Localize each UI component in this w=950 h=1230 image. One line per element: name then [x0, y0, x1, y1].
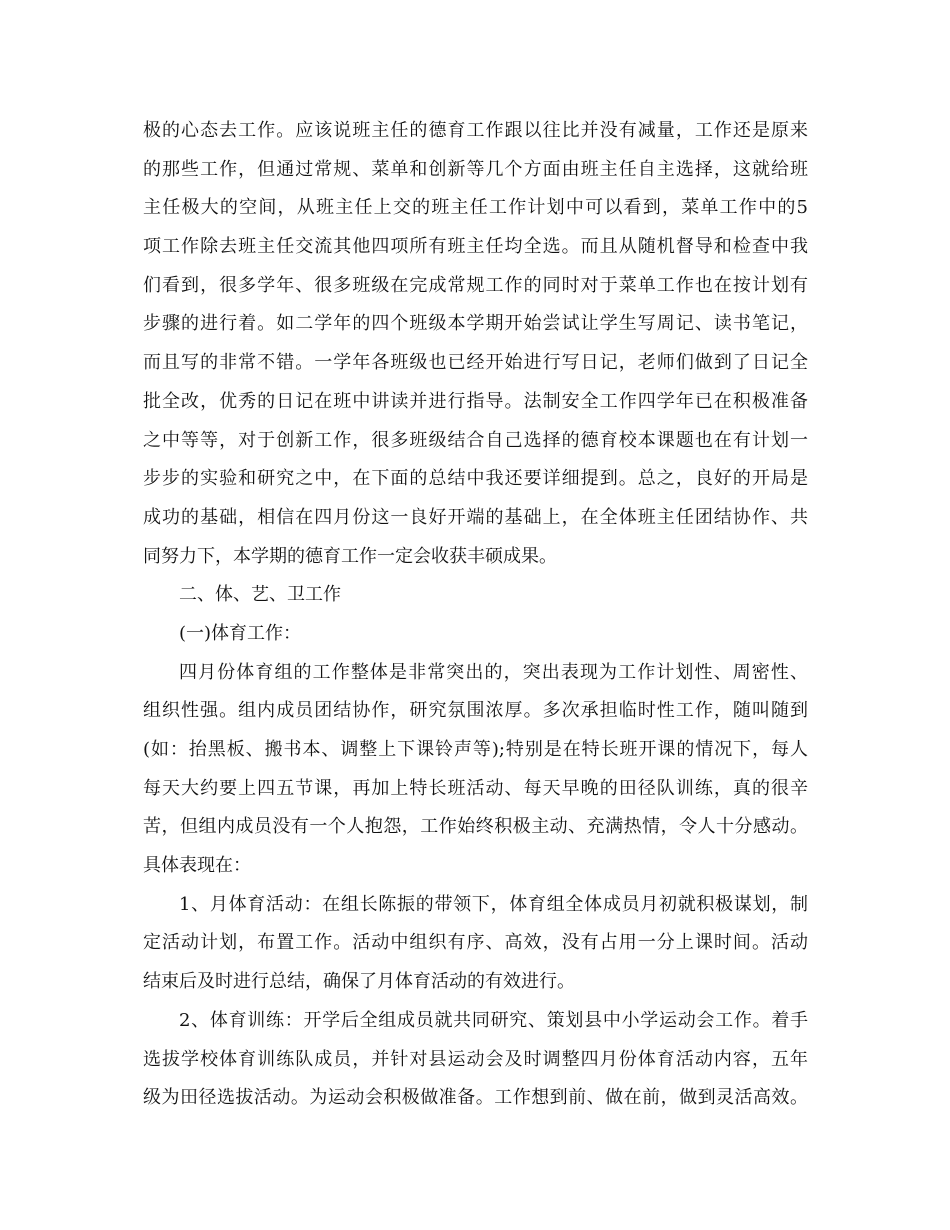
paragraph-line: 定活动计划，布置工作。活动中组织有序、高效，没有占用一分上课时间。活动	[143, 932, 808, 954]
paragraph-line: 主任极大的空间，从班主任上交的班主任工作计划中可以看到，菜单工作中的5	[143, 197, 808, 219]
subsection-heading: (一)体育工作：	[179, 622, 302, 644]
paragraph-line: 2、体育训练：开学后全组成员就共同研究、策划县中小学运动会工作。着手	[179, 1009, 808, 1031]
paragraph-line: 级为田径选拔活动。为运动会积极做准备。工作想到前、做在前，做到灵活高效。	[143, 1087, 808, 1109]
paragraph-line: 苦，但组内成员没有一个人抱怨，工作始终积极主动、充满热情，令人十分感动。	[143, 816, 808, 838]
paragraph-line: 步骤的进行着。如二学年的四个班级本学期开始尝试让学生写周记、读书笔记，	[143, 313, 808, 335]
paragraph-line: 结束后及时进行总结，确保了月体育活动的有效进行。	[143, 971, 575, 993]
paragraph-line: 而且写的非常不错。一学年各班级也已经开始进行写日记，老师们做到了日记全	[143, 352, 808, 374]
paragraph-line: 选拔学校体育训练队成员，并针对县运动会及时调整四月份体育活动内容，五年	[143, 1048, 808, 1070]
paragraph-line: (如：抬黑板、搬书本、调整上下课铃声等);特别是在特长班开课的情况下，每人	[143, 739, 808, 760]
paragraph-line: 批全改，优秀的日记在班中讲读并进行指导。法制安全工作四学年已在积极准备	[143, 390, 808, 412]
paragraph-line: 的那些工作，但通过常规、菜单和创新等几个方面由班主任自主选择，这就给班	[143, 158, 808, 180]
paragraph-line: 之中等等，对于创新工作，很多班级结合自己选择的德育校本课题也在有计划一	[143, 429, 808, 451]
section-heading: 二、体、艺、卫工作	[179, 584, 341, 606]
paragraph-line: 极的心态去工作。应该说班主任的德育工作跟以往比并没有减量，工作还是原来	[143, 120, 808, 141]
paragraph-line: 们看到，很多学年、很多班级在完成常规工作的同时对于菜单工作也在按计划有	[143, 274, 808, 296]
paragraph-line: 同努力下，本学期的德育工作一定会收获丰硕成果。	[143, 545, 557, 567]
paragraph-line: 四月份体育组的工作整体是非常突出的，突出表现为工作计划性、周密性、	[179, 661, 808, 683]
paragraph-line: 组织性强。组内成员团结协作，研究氛围浓厚。多次承担临时性工作，随叫随到	[143, 700, 808, 722]
document-body	[143, 112, 808, 1118]
paragraph-line: 1、月体育活动：在组长陈振的带领下，体育组全体成员月初就积极谋划，制	[179, 893, 808, 915]
paragraph-line: 项工作除去班主任交流其他四项所有班主任均全选。而且从随机督导和检查中我	[143, 236, 808, 258]
paragraph-line: 成功的基础，相信在四月份这一良好开端的基础上，在全体班主任团结协作、共	[143, 506, 808, 528]
paragraph-line: 步步的实验和研究之中，在下面的总结中我还要详细提到。总之，良好的开局是	[143, 468, 808, 490]
paragraph-line: 具体表现在：	[143, 855, 251, 877]
paragraph-line: 每天大约要上四五节课，再加上特长班活动、每天早晚的田径队训练，真的很辛	[143, 777, 808, 799]
